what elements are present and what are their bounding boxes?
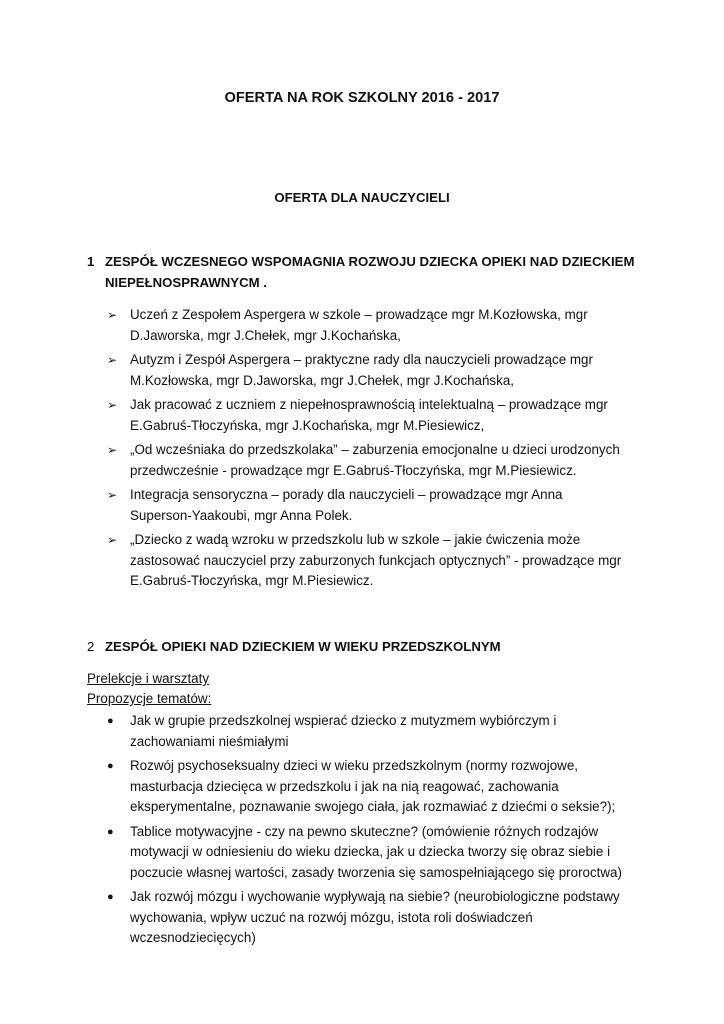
bullet-icon: ● bbox=[107, 825, 114, 838]
arrow-bullet-icon: ➢ bbox=[107, 443, 118, 457]
arrow-bullet-icon: ➢ bbox=[107, 533, 118, 547]
section2-number: 2 bbox=[87, 639, 95, 654]
arrow-bullet-icon: ➢ bbox=[107, 398, 118, 412]
section2-sub1: Prelekcje i warsztaty bbox=[87, 671, 210, 686]
list-item: ➢ Integracja sensoryczna – porady dla nauczycieli – prowadzące mgr Anna Superson-Yaakoubi, mgr Anna Polek. bbox=[107, 487, 563, 523]
list-item: ➢ „Od wcześniaka do przedszkolaka” – zaburzenia emocjonalne u dzieci urodzonych przedwcześnie - prowadzące mgr E.Gabruś-Tłoczyńska, mgr M.Piesiewicz. bbox=[107, 442, 620, 478]
section1-number: 1 bbox=[87, 254, 95, 269]
list-item: ➢ Uczeń z Zespołem Aspergera w szkole – prowadzące mgr M.Kozłowska, mgr D.Jaworska, mgr J.Chełek, mgr J.Kochańska, bbox=[107, 307, 588, 343]
section2-sub2: Propozycje tematów: bbox=[87, 691, 212, 706]
list-item: ● Rozwój psychoseksualny dzieci w wieku przedszkolnym (normy rozwojowe, masturbacja dziecięca w przedszkolu i jak na nią reagować, zachowania eksperymentalne, poznawanie swojego ciała, jak rozmawiać z dziećmi o seksie?); bbox=[107, 758, 616, 814]
document-subtitle: OFERTA DLA NAUCZYCIELI bbox=[274, 190, 450, 205]
arrow-bullet-icon: ➢ bbox=[107, 353, 118, 367]
section1-heading-line1: ZESPÓŁ WCZESNEGO WSPOMAGNIA ROZWOJU DZIECKA OPIEKI NAD DZIECKIEM bbox=[105, 254, 635, 269]
list-item: ➢ Autyzm i Zespół Aspergera – praktyczne rady dla nauczycieli prowadzące mgr M.Kozłowska, mgr D.Jaworska, mgr J.Chełek, mgr J.Kochańska, bbox=[107, 352, 593, 388]
section2-heading bbox=[87, 636, 501, 657]
list-item: ● Jak w grupie przedszkolnej wspierać dziecko z mutyzmem wybiórczym i zachowaniami nieśmiałymi bbox=[107, 713, 557, 749]
list-item: ➢ Jak pracować z uczniem z niepełnosprawnością intelektualną – prowadzące mgr E.Gabruś-Tłoczyńska, mgr J.Kochańska, mgr M.Piesiewicz, bbox=[107, 397, 608, 433]
section2-heading-text: ZESPÓŁ OPIEKI NAD DZIECKIEM W WIEKU PRZEDSZKOLNYM bbox=[105, 639, 501, 654]
arrow-bullet-icon: ➢ bbox=[107, 488, 118, 502]
section1-heading bbox=[87, 251, 634, 293]
bullet-icon: ● bbox=[107, 760, 114, 772]
section1-heading-line2: NIEPEŁNOSPRAWNYCM . bbox=[105, 275, 267, 290]
document-title: OFERTA NA ROK SZKOLNY 2016 - 2017 bbox=[224, 90, 500, 106]
list-item: ➢ „Dziecko z wadą wzroku w przedszkolu lub w szkole – jakie ćwiczenia może zastosować nauczyciel przy zaburzonych funkcjach optycznych” - prowadzące mgr E.Gabruś-Tłoczyńska, mgr M.Piesiewicz. bbox=[107, 532, 622, 588]
bullet-icon: ● bbox=[107, 715, 114, 727]
section1-list bbox=[107, 305, 627, 596]
section2-list bbox=[107, 711, 627, 953]
list-item: ● Jak rozwój mózgu i wychowanie wypływają na siebie? (neurobiologiczne podstawy wychowania, wpływ uczuć na rozwój mózgu, istota roli doświadczeń wczesnodziecięcych) bbox=[107, 889, 620, 945]
list-item: ● Tablice motywacyjne - czy na pewno skuteczne? (omówienie różnych rodzajów motywacji w odniesieniu do wieku dziecka, jak u dziecka tworzy się obraz siebie i poczucie własnej wartości, zasady tworzenia się samospełniającego się proroctwa) bbox=[107, 823, 622, 880]
bullet-icon: ● bbox=[107, 891, 114, 903]
arrow-bullet-icon: ➢ bbox=[107, 308, 118, 322]
